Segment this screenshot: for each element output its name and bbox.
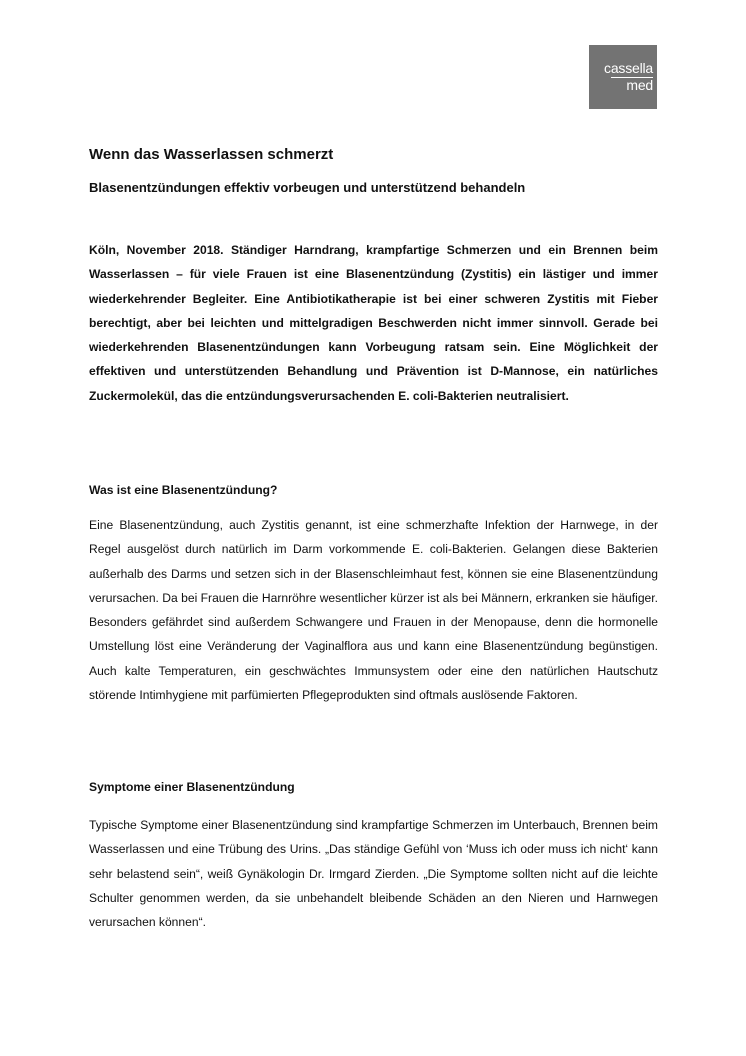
section-text-symptoms: Typische Symptome einer Blasenentzündung sind krampfartige Schmerzen im Unterbauch, Brennen beim Wasserlassen und eine Trübung des Urins. „Das ständige Gefühl von ‘Muss ich oder muss ich nicht‘ kann sehr belastend sein“, weiß Gynäkologin Dr. Irmgard Zierden. „Die Symptome sollten nicht auf die leichte Schulter genommen werden, da sie unbehandelt bleibende Schäden an den Nieren und Harnwegen verursachen können“. (89, 818, 658, 930)
logo-line-2: med (626, 77, 653, 93)
lead-paragraph: Köln, November 2018. Ständiger Harndrang, krampfartige Schmerzen und ein Brennen beim Wasserlassen – für viele Frauen ist eine Blasenentzündung (Zystitis) ein lästiger und immer wiederkehrender Begleiter. Eine Antibiotikatherapie ist bei einer schweren Zystitis mit Fieber berechtigt, aber bei leichten und mittelgradigen Beschwerden nicht immer sinnvoll. Gerade bei wiederkehrenden Blasenentzündungen kann Vorbeugung ratsam sein. Eine Möglichkeit der effektiven und unterstützenden Behandlung und Prävention ist D-Mannose, ein natürliches Zuckermolekül, das die entzündungsverursachenden E. coli-Bakterien neutralisiert. (89, 243, 658, 403)
section-heading-symptoms: Symptome einer Blasenentzündung (89, 780, 295, 794)
section-text-what-is: Eine Blasenentzündung, auch Zystitis genannt, ist eine schmerzhafte Infektion der Harnwege, in der Regel ausgelöst durch natürlich im Darm vorkommende E. coli-Bakterien. Gelangen diese Bakterien außerhalb des Darms und setzen sich in der Blasenschleimhaut fest, können sie eine Blasenentzündung verursachen. Da bei Frauen die Harnröhre wesentlicher kürzer ist als bei Männern, erkranken sie häufiger. Besonders gefährdet sind außerdem Schwangere und Frauen in der Menopause, denn die hormonelle Umstellung löst eine Veränderung der Vaginalflora aus und kann eine Blasenentzündung begünstigen. Auch kalte Temperaturen, ein geschwächtes Immunsystem oder eine den natürlichen Hautschutz störende Intimhygiene mit parfümierten Pflegeprodukten sind oftmals auslösende Faktoren. (89, 518, 658, 703)
logo-line-1: cassella (604, 60, 653, 76)
cassella-med-logo (589, 45, 657, 109)
document-title: Wenn das Wasserlassen schmerzt (89, 146, 334, 163)
section-heading-what-is: Was ist eine Blasenentzündung? (89, 483, 278, 497)
document-subtitle: Blasenentzündungen effektiv vorbeugen und unterstützend behandeln (89, 180, 526, 195)
